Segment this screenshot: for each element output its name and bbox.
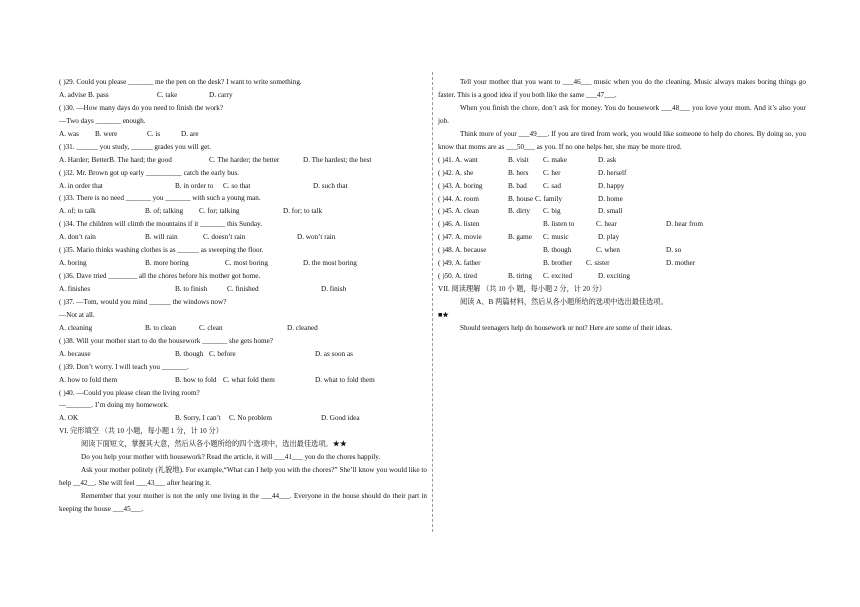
option: B. bad bbox=[508, 181, 527, 190]
option: A. don’t rain bbox=[59, 233, 96, 242]
option: D. home bbox=[598, 194, 623, 203]
question-stem: ( )30. —How many days do you need to finish the work? bbox=[59, 103, 224, 112]
question-stem: ( )35. Mario thinks washing clothes is as ______ as sweeping the floor. bbox=[59, 246, 264, 255]
option: A. of; to talk bbox=[59, 207, 96, 216]
option: D. exciting bbox=[598, 272, 630, 281]
option: B. to clean bbox=[145, 323, 176, 332]
section-instruction-reading: 阅读 A、B 两篇材料，然后从各小题所给的选项中选出最佳选项。 bbox=[460, 298, 668, 307]
question-stem: ( )33. There is no need _______ you _______ with such a young man. bbox=[59, 194, 261, 203]
option: ( )45. A. clean bbox=[438, 207, 479, 216]
option: D. finish bbox=[321, 285, 347, 293]
option: B. more boring bbox=[145, 259, 189, 268]
question-stem: ( )40. —Could you please clean the living room? bbox=[59, 388, 200, 397]
option: C. take bbox=[157, 90, 178, 99]
section-instruction-cloze: 阅读下面短文，掌握其大意，然后从各小题所给的四个选项中，选出最佳选项。★★ bbox=[81, 440, 347, 449]
option: D. the most boring bbox=[303, 259, 357, 268]
option: D. such that bbox=[313, 181, 348, 190]
option: B. brother bbox=[543, 259, 573, 268]
option: C. music bbox=[543, 233, 569, 242]
cloze-paragraph: Think more of your ___49___. If you are tired from work, you would like someone to help do chores. By doing so, you know that moms are as ___50___ as you. If no one helps her, she may be more tired. bbox=[438, 129, 806, 151]
option: ( )50. A. tired bbox=[438, 272, 477, 281]
option: A. boring bbox=[59, 259, 87, 268]
question-stem: ( )39. Don’t worry. I will teach you _______. bbox=[59, 362, 189, 371]
option: D. cleaned bbox=[287, 323, 318, 332]
option: C. most boring bbox=[225, 259, 268, 268]
section-title-cloze: VI. 完形填空 （共 10 小题，每小题 1 分，计 10 分） bbox=[59, 427, 223, 436]
column-divider bbox=[432, 72, 433, 532]
option: B. tiring bbox=[508, 272, 532, 281]
reading-first-line: Should teenagers help do housework or not? Here are some of their ideas. bbox=[460, 323, 673, 332]
section-title-reading: VII. 阅读理解 （共 10 小 题，每小题 2 分，计 20 分） bbox=[438, 285, 607, 294]
question-options bbox=[59, 412, 427, 425]
question-stem: ( )36. Dave tried ________ all the chores before his mother got home. bbox=[59, 272, 261, 281]
cloze-option-row bbox=[438, 205, 806, 218]
cloze-option-row bbox=[438, 218, 806, 231]
option: C. finished bbox=[227, 285, 259, 293]
option: ( )49. A. father bbox=[438, 259, 481, 268]
cloze-option-row bbox=[438, 193, 806, 206]
option: C. clean bbox=[199, 323, 223, 332]
option: D. ask bbox=[598, 155, 617, 164]
option: C. No problem bbox=[229, 414, 272, 423]
option: B. how to fold bbox=[175, 375, 217, 384]
option: D. are bbox=[181, 129, 199, 138]
option: C. big bbox=[543, 207, 561, 216]
right-column bbox=[438, 76, 806, 335]
option: ( )48. A. because bbox=[438, 246, 487, 255]
question-options bbox=[59, 322, 427, 335]
option: B. Sorry, I can’t bbox=[175, 414, 221, 423]
option: ( )46. A. listen bbox=[438, 220, 480, 229]
option: B. listen to bbox=[543, 220, 575, 229]
option: A. was bbox=[59, 129, 79, 138]
question-stem: ( )38. Will your mother start to do the housework _______ she gets home? bbox=[59, 336, 273, 345]
option: ( )44. A. room bbox=[438, 194, 479, 203]
option: D. herself bbox=[598, 168, 627, 177]
option: D. hear from bbox=[666, 220, 703, 229]
option: D. as soon as bbox=[315, 349, 353, 358]
option: C. hear bbox=[596, 220, 617, 229]
question-dialogue-line: —Not at all. bbox=[59, 310, 95, 319]
option: ( )43. A. boring bbox=[438, 181, 483, 190]
option: A. because bbox=[59, 349, 91, 358]
option: B. were bbox=[95, 129, 118, 138]
option: B. dirty bbox=[508, 207, 530, 216]
option: C. doesn’t rain bbox=[203, 233, 246, 242]
question-options bbox=[59, 128, 427, 141]
cloze-option-row bbox=[438, 167, 806, 180]
option: D. Good idea bbox=[321, 414, 360, 423]
question-options bbox=[59, 205, 427, 218]
cloze-paragraph: When you finish the chore, don’t ask for money. You do housework ___48___ you love your mom. And it’s also your job. bbox=[438, 103, 806, 125]
option: C. what fold them bbox=[223, 375, 275, 384]
option: D. happy bbox=[598, 181, 625, 190]
option: C. sad bbox=[543, 181, 561, 190]
option: B. hers bbox=[508, 168, 529, 177]
option: D. won’t rain bbox=[297, 233, 336, 242]
option: B. will rain bbox=[145, 233, 178, 242]
option: C. before bbox=[209, 349, 236, 358]
option: A. in order that bbox=[59, 181, 103, 190]
question-stem: ( )31. ______ you study, ______ grades you will get. bbox=[59, 142, 212, 151]
cloze-paragraph: Do you help your mother with housework? Read the article, it will ___41___ you do the chores happily. bbox=[81, 453, 381, 462]
option: D. The hardest; the best bbox=[303, 155, 372, 164]
question-dialogue-line: —Two days _______ enough. bbox=[59, 116, 146, 125]
option: D. so bbox=[666, 246, 682, 255]
question-stem: ( )34. The children will climb the mountains if it _______ this Sunday. bbox=[59, 220, 263, 229]
option: ( )42. A. she bbox=[438, 168, 474, 177]
option: B. to finish bbox=[175, 285, 208, 293]
option: C. so that bbox=[223, 181, 251, 190]
question-options bbox=[59, 348, 427, 361]
option: D. mother bbox=[666, 259, 696, 268]
option: C. for; talking bbox=[199, 207, 240, 216]
question-stem: ( )37. —Tom, would you mind ______ the windows now? bbox=[59, 297, 227, 306]
option: C. sister bbox=[586, 259, 610, 268]
option: A. OK bbox=[59, 414, 79, 423]
cloze-option-row bbox=[438, 154, 806, 167]
cloze-option-row bbox=[438, 257, 806, 270]
option: C. when bbox=[596, 246, 620, 255]
question-options bbox=[59, 374, 427, 387]
option: B. game bbox=[508, 233, 532, 242]
option: B. visit bbox=[508, 155, 529, 164]
left-column bbox=[59, 76, 427, 516]
option: D. for; to talk bbox=[283, 207, 323, 216]
option: ( )41. A. want bbox=[438, 155, 478, 164]
option: A. Harder; BetterB. The hard; the good bbox=[59, 155, 172, 164]
option: B. of; talking bbox=[145, 207, 184, 216]
question-options bbox=[59, 283, 427, 296]
cloze-option-row bbox=[438, 244, 806, 257]
option: A. advise B. pass bbox=[59, 90, 109, 99]
question-options bbox=[59, 154, 427, 167]
question-stem: ( )32. Mr. Brown got up early __________ catch the early bus. bbox=[59, 168, 240, 177]
option: A. how to fold them bbox=[59, 375, 118, 384]
option: D. play bbox=[598, 233, 620, 242]
cloze-paragraph: Tell your mother that you want to ___46___ music when you do the cleaning. Music always makes boring things go faster. This is a good idea if you both like the same ___47___. bbox=[438, 78, 806, 99]
passage-marker: ■★ bbox=[438, 310, 449, 319]
option: C. her bbox=[543, 168, 561, 177]
question-options bbox=[59, 257, 427, 270]
option: B. house C. family bbox=[508, 194, 563, 203]
option: D. carry bbox=[209, 90, 233, 99]
option: D. what to fold them bbox=[315, 375, 375, 384]
question-options bbox=[59, 89, 427, 102]
cloze-option-row bbox=[438, 180, 806, 193]
cloze-option-row bbox=[438, 231, 806, 244]
option: C. excited bbox=[543, 272, 573, 281]
option: B. in order to bbox=[175, 181, 214, 190]
cloze-option-row bbox=[438, 270, 806, 283]
question-options bbox=[59, 231, 427, 244]
option: A. finishes bbox=[59, 285, 91, 293]
option: D. small bbox=[598, 207, 623, 216]
cloze-paragraph: Ask your mother politely (礼貌地). For example,“What can I help you with the chores?” She’ll know you would like to help __42__. She will feel ___43___ after hearing it. bbox=[59, 466, 427, 488]
option: C. is bbox=[147, 129, 161, 138]
option: A. cleaning bbox=[59, 323, 93, 332]
option: B. though bbox=[543, 246, 572, 255]
cloze-paragraph: Remember that your mother is not the only one living in the ___44___. Everyone in the house should do their part in keeping the house ___45___. bbox=[59, 492, 427, 513]
question-stem: ( )29. Could you please _______ me the pen on the desk? I want to write something. bbox=[59, 78, 302, 86]
option: C. make bbox=[543, 155, 567, 164]
option: C. The harder; the better bbox=[209, 155, 280, 164]
question-dialogue-line: —_______. I’m doing my homework. bbox=[59, 401, 169, 410]
option: ( )47. A. movie bbox=[438, 233, 482, 242]
question-options bbox=[59, 180, 427, 193]
option: B. though bbox=[175, 349, 204, 358]
